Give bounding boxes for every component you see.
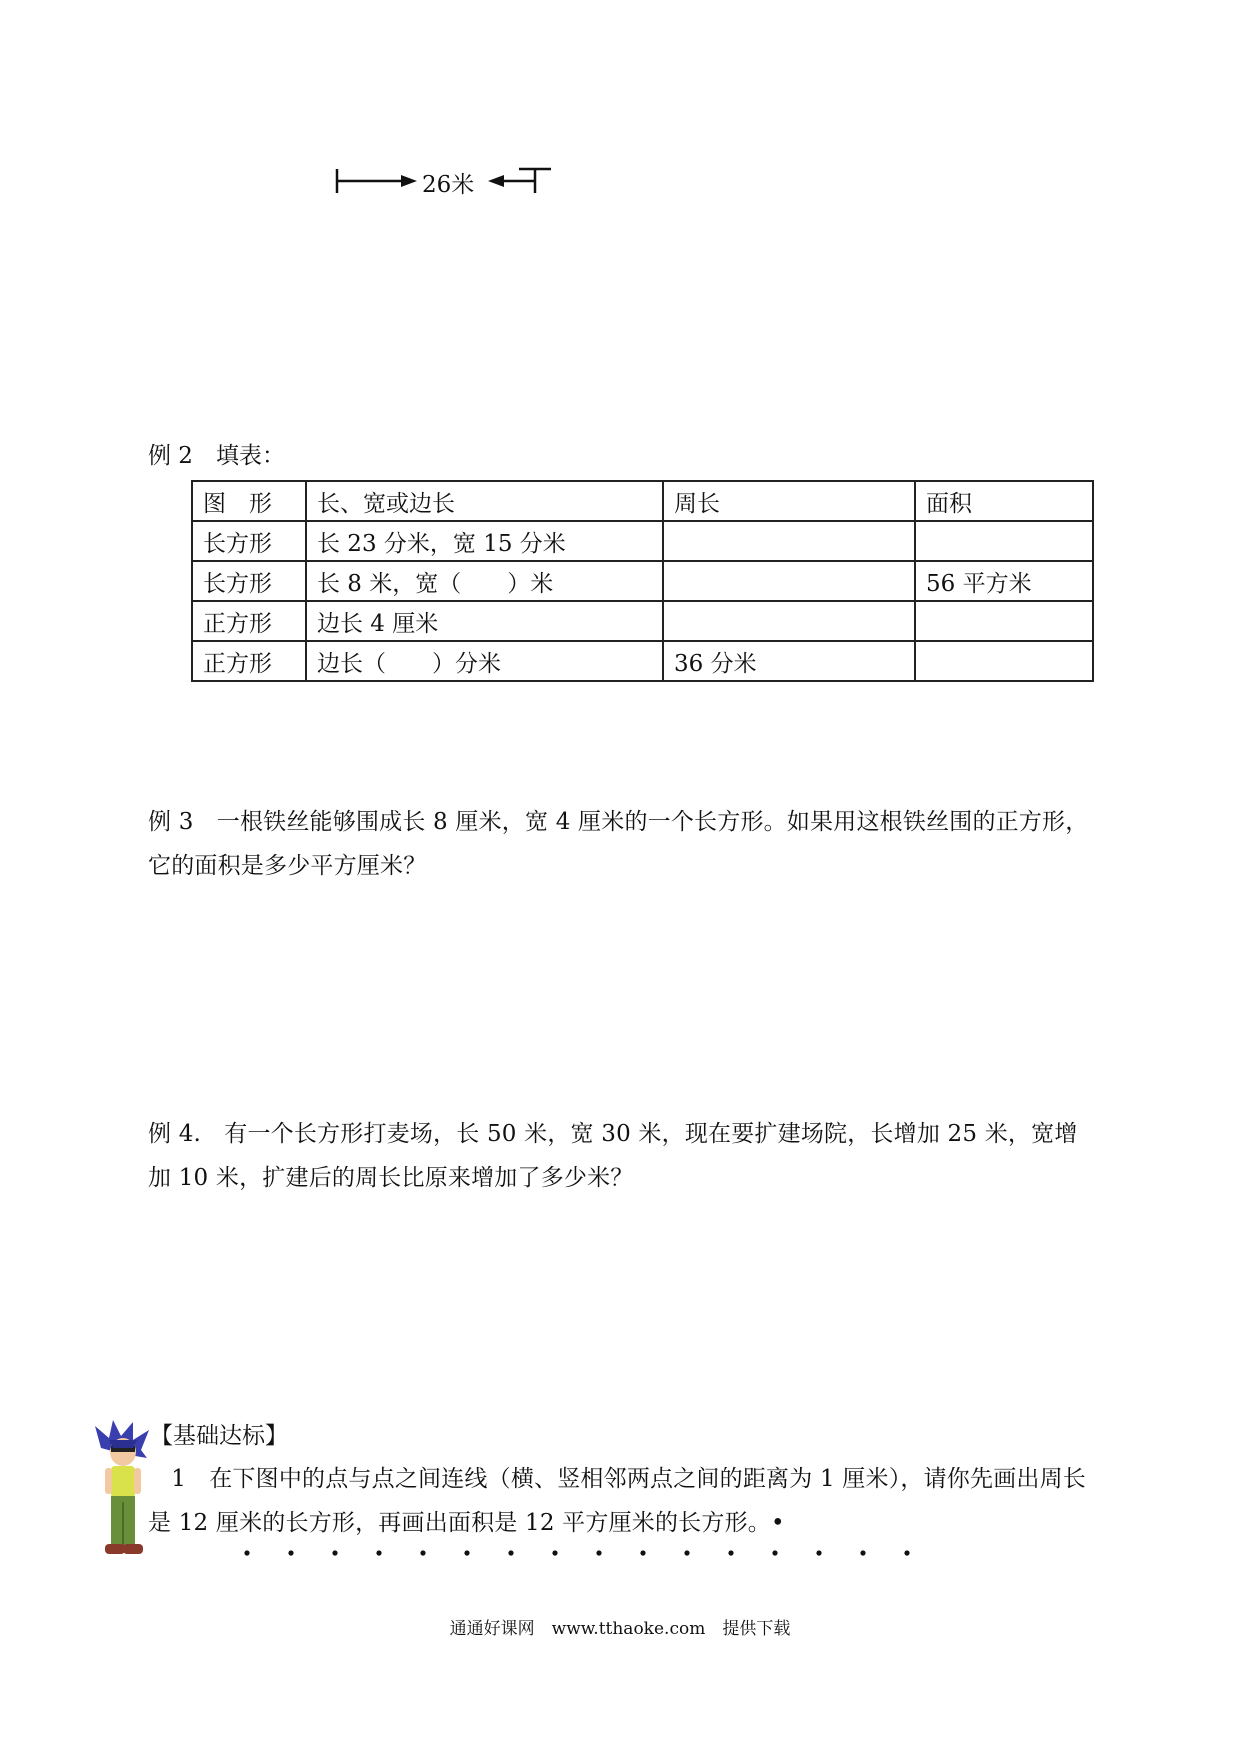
table-row [192, 561, 1093, 601]
table-cell: 边长 4 厘米 [306, 601, 663, 641]
example2-title: 例 2 填表： [148, 443, 285, 469]
table-row [192, 521, 1093, 561]
fill-in-table [191, 480, 1094, 682]
table-row [192, 641, 1093, 681]
table-cell: 36 分米 [663, 641, 915, 681]
table-cell [663, 561, 915, 601]
table-header-cell: 周长 [663, 481, 915, 521]
table-header-cell: 长、宽或边长 [306, 481, 663, 521]
table-cell [663, 521, 915, 561]
table-cell [663, 601, 915, 641]
table-cell: 边长（ ）分米 [306, 641, 663, 681]
table-cell [915, 521, 1093, 561]
table-cell [915, 601, 1093, 641]
table-cell [915, 641, 1093, 681]
table-cell: 正方形 [192, 601, 306, 641]
table-cell: 长 8 米，宽（ ）米 [306, 561, 663, 601]
table-cell: 正方形 [192, 641, 306, 681]
dot-grid [240, 1546, 920, 1560]
footer-text: 通通好课网 www.tthaoke.com 提供下载 [449, 1619, 791, 1639]
table-header-row [192, 481, 1093, 521]
table-cell: 长方形 [192, 521, 306, 561]
table-cell: 长 23 分米，宽 15 分米 [306, 521, 663, 561]
table-row [192, 601, 1093, 641]
section-title: 【基础达标】 [150, 1423, 288, 1449]
question-1-text: 1 在下图中的点与点之间连线（横、竖相邻两点之间的距离为 1 厘米），请你先画出周长是 12 厘米的长方形，再画出面积是 12 平方厘米的长方形。• [148, 1466, 1086, 1536]
table-cell: 长方形 [192, 561, 306, 601]
example4-text: 例 4. 有一个长方形打麦场，长 50 米，宽 30 米，现在要扩建场院，长增加 25 米，宽增加 10 米，扩建后的周长比原来增加了多少米？ [148, 1121, 1078, 1191]
cartoon-boy-icon [93, 1418, 153, 1558]
table-header-cell: 图 形 [192, 481, 306, 521]
example3-text: 例 3 一根铁丝能够围成长 8 厘米，宽 4 厘米的一个长方形。如果用这根铁丝围的正方形，它的面积是多少平方厘米？ [148, 809, 1089, 879]
table-header-cell: 面积 [915, 481, 1093, 521]
table-cell: 56 平方米 [915, 561, 1093, 601]
dimension-label: 26米 [422, 172, 475, 198]
